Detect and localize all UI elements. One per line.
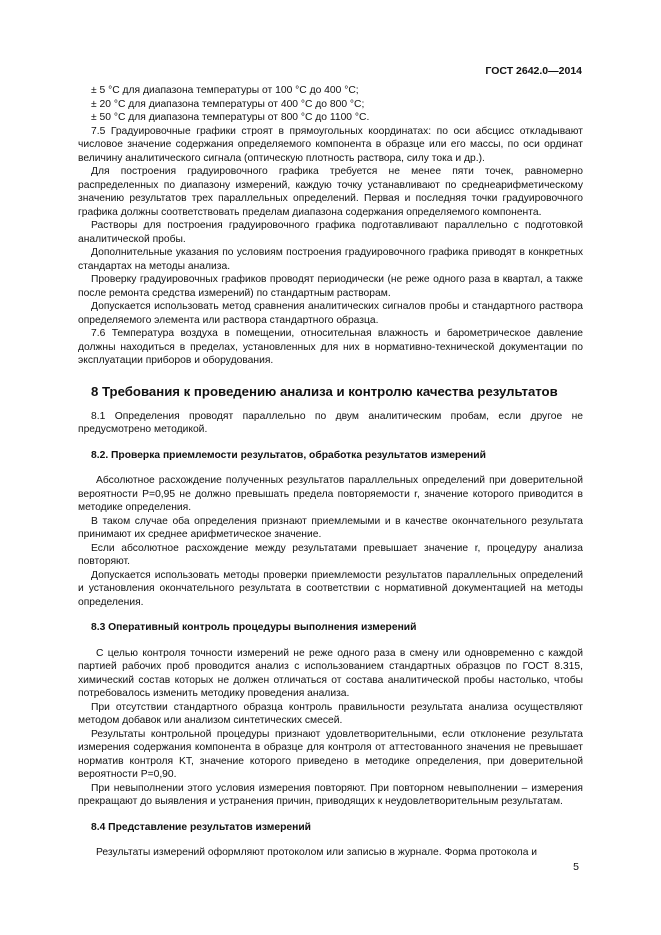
- paragraph: Абсолютное расхождение полученных результатов параллельных определений при доверительной вероятности P=0,95 не должно превышать предела повторяемости r, значение которого приводится в методике определения.: [78, 475, 583, 513]
- paragraph: Допускается использовать методы проверки приемлемости результатов параллельных определений и установления окончательного результата в соответствии с нормативной документацией на методы определения.: [78, 569, 583, 608]
- paragraph: Растворы для построения градуировочного графика подготавливают параллельно с подготовкой аналитической пробы.: [78, 220, 583, 245]
- paragraph: При невыполнении этого условия измерения повторяют. При повторном невыполнении – измерения прекращают до выявления и устранения причин, приводящих к неудовлетворительным результатам.: [78, 782, 583, 807]
- paragraph: Дополнительные указания по условиям построения градуировочного графика приводят в конкретных стандартах на методы анализа.: [78, 247, 583, 272]
- range-line: ± 5 °С для диапазона температуры от 100 °С до 400 °С;: [91, 85, 359, 96]
- range-line: ± 20 °С для диапазона температуры от 400 °С до 800 °С;: [91, 98, 365, 110]
- paragraph: Результаты контрольной процедуры признают удовлетворительными, если отклонение результата измерения содержания компонента в образце для контроля от аттестованного значения не превышает норматив контроля KT, значение которого приведено в методике определения, при доверительной вероятности P=0,90.: [78, 728, 583, 780]
- paragraph: Проверку градуировочных графиков проводят периодически (не реже одного раза в квартал, а также после ремонта средства измерений) по стандартным растворам.: [78, 274, 583, 299]
- section-8-title: 8 Требования к проведению анализа и контролю качества результатов: [91, 383, 558, 399]
- paragraph-7-6: 7.6 Температура воздуха в помещении, относительная влажность и барометрическое давление должны находиться в пределах, установленных для них в нормативно-технической документации по эксплуатации приборов и оборудования.: [78, 328, 583, 366]
- paragraph: При отсутствии стандартного образца контроль правильности результата анализа осуществляют методом добавок или анализом синтетических смесей.: [78, 701, 583, 726]
- range-line: ± 50 °С для диапазона температуры от 800 °С до 1100 °С.: [91, 112, 370, 123]
- paragraph-7-5: 7.5 Градуировочные графики строят в прямоугольных координатах: по оси абсцисс откладывают числовое значение содержания определяемого компонента в образце или его массы, по оси ординат величину аналитического сигнала (оптическую плотность раствора, силу тока и др.).: [78, 125, 583, 164]
- paragraph: Результаты измерений оформляют протоколом или записью в журнале. Форма протокола и: [96, 847, 538, 858]
- paragraph-8-1: 8.1 Определения проводят параллельно по двум аналитическим пробам, если другое не предусмотрено методикой.: [78, 410, 583, 435]
- page-content: [78, 84, 583, 860]
- section-8-4-title: 8.4 Представление результатов измерений: [91, 821, 311, 833]
- paragraph: Если абсолютное расхождение между результатами превышает значение r, процедуру анализа повторяют.: [78, 542, 583, 567]
- paragraph: С целью контроля точности измерений не реже одного раза в смену или одновременно с каждой партией рабочих проб проводится анализ с использованием стандартных образцов по ГОСТ 8.315, химический состав которых не должен отличаться от состава аналитической пробы настолько, чтобы потребовалось изменить методику проведения анализа.: [78, 647, 583, 699]
- paragraph: Для построения градуировочного графика требуется не менее пяти точек, равномерно распределенных по диапазону измерений, каждую точку устанавливают по среднеарифметическому значению результатов трех параллельных определений. Первая и последняя точки градуировочного графика должны соответствовать пределам диапазона содержания определяемого компонента.: [78, 166, 583, 218]
- paragraph: В таком случае оба определения признают приемлемыми и в качестве окончательного результата принимают их среднее арифметическое значение.: [78, 515, 583, 540]
- paragraph: Допускается использовать метод сравнения аналитических сигналов пробы и стандартного раствора определяемого элемента или раствора стандартного образца.: [78, 301, 583, 326]
- page-number: 5: [573, 861, 579, 873]
- section-8-2-title: 8.2. Проверка приемлемости результатов, обработка результатов измерений: [91, 449, 486, 461]
- document-header: ГОСТ 2642.0—2014: [485, 65, 582, 77]
- section-8-3-title: 8.3 Оперативный контроль процедуры выполнения измерений: [91, 622, 417, 633]
